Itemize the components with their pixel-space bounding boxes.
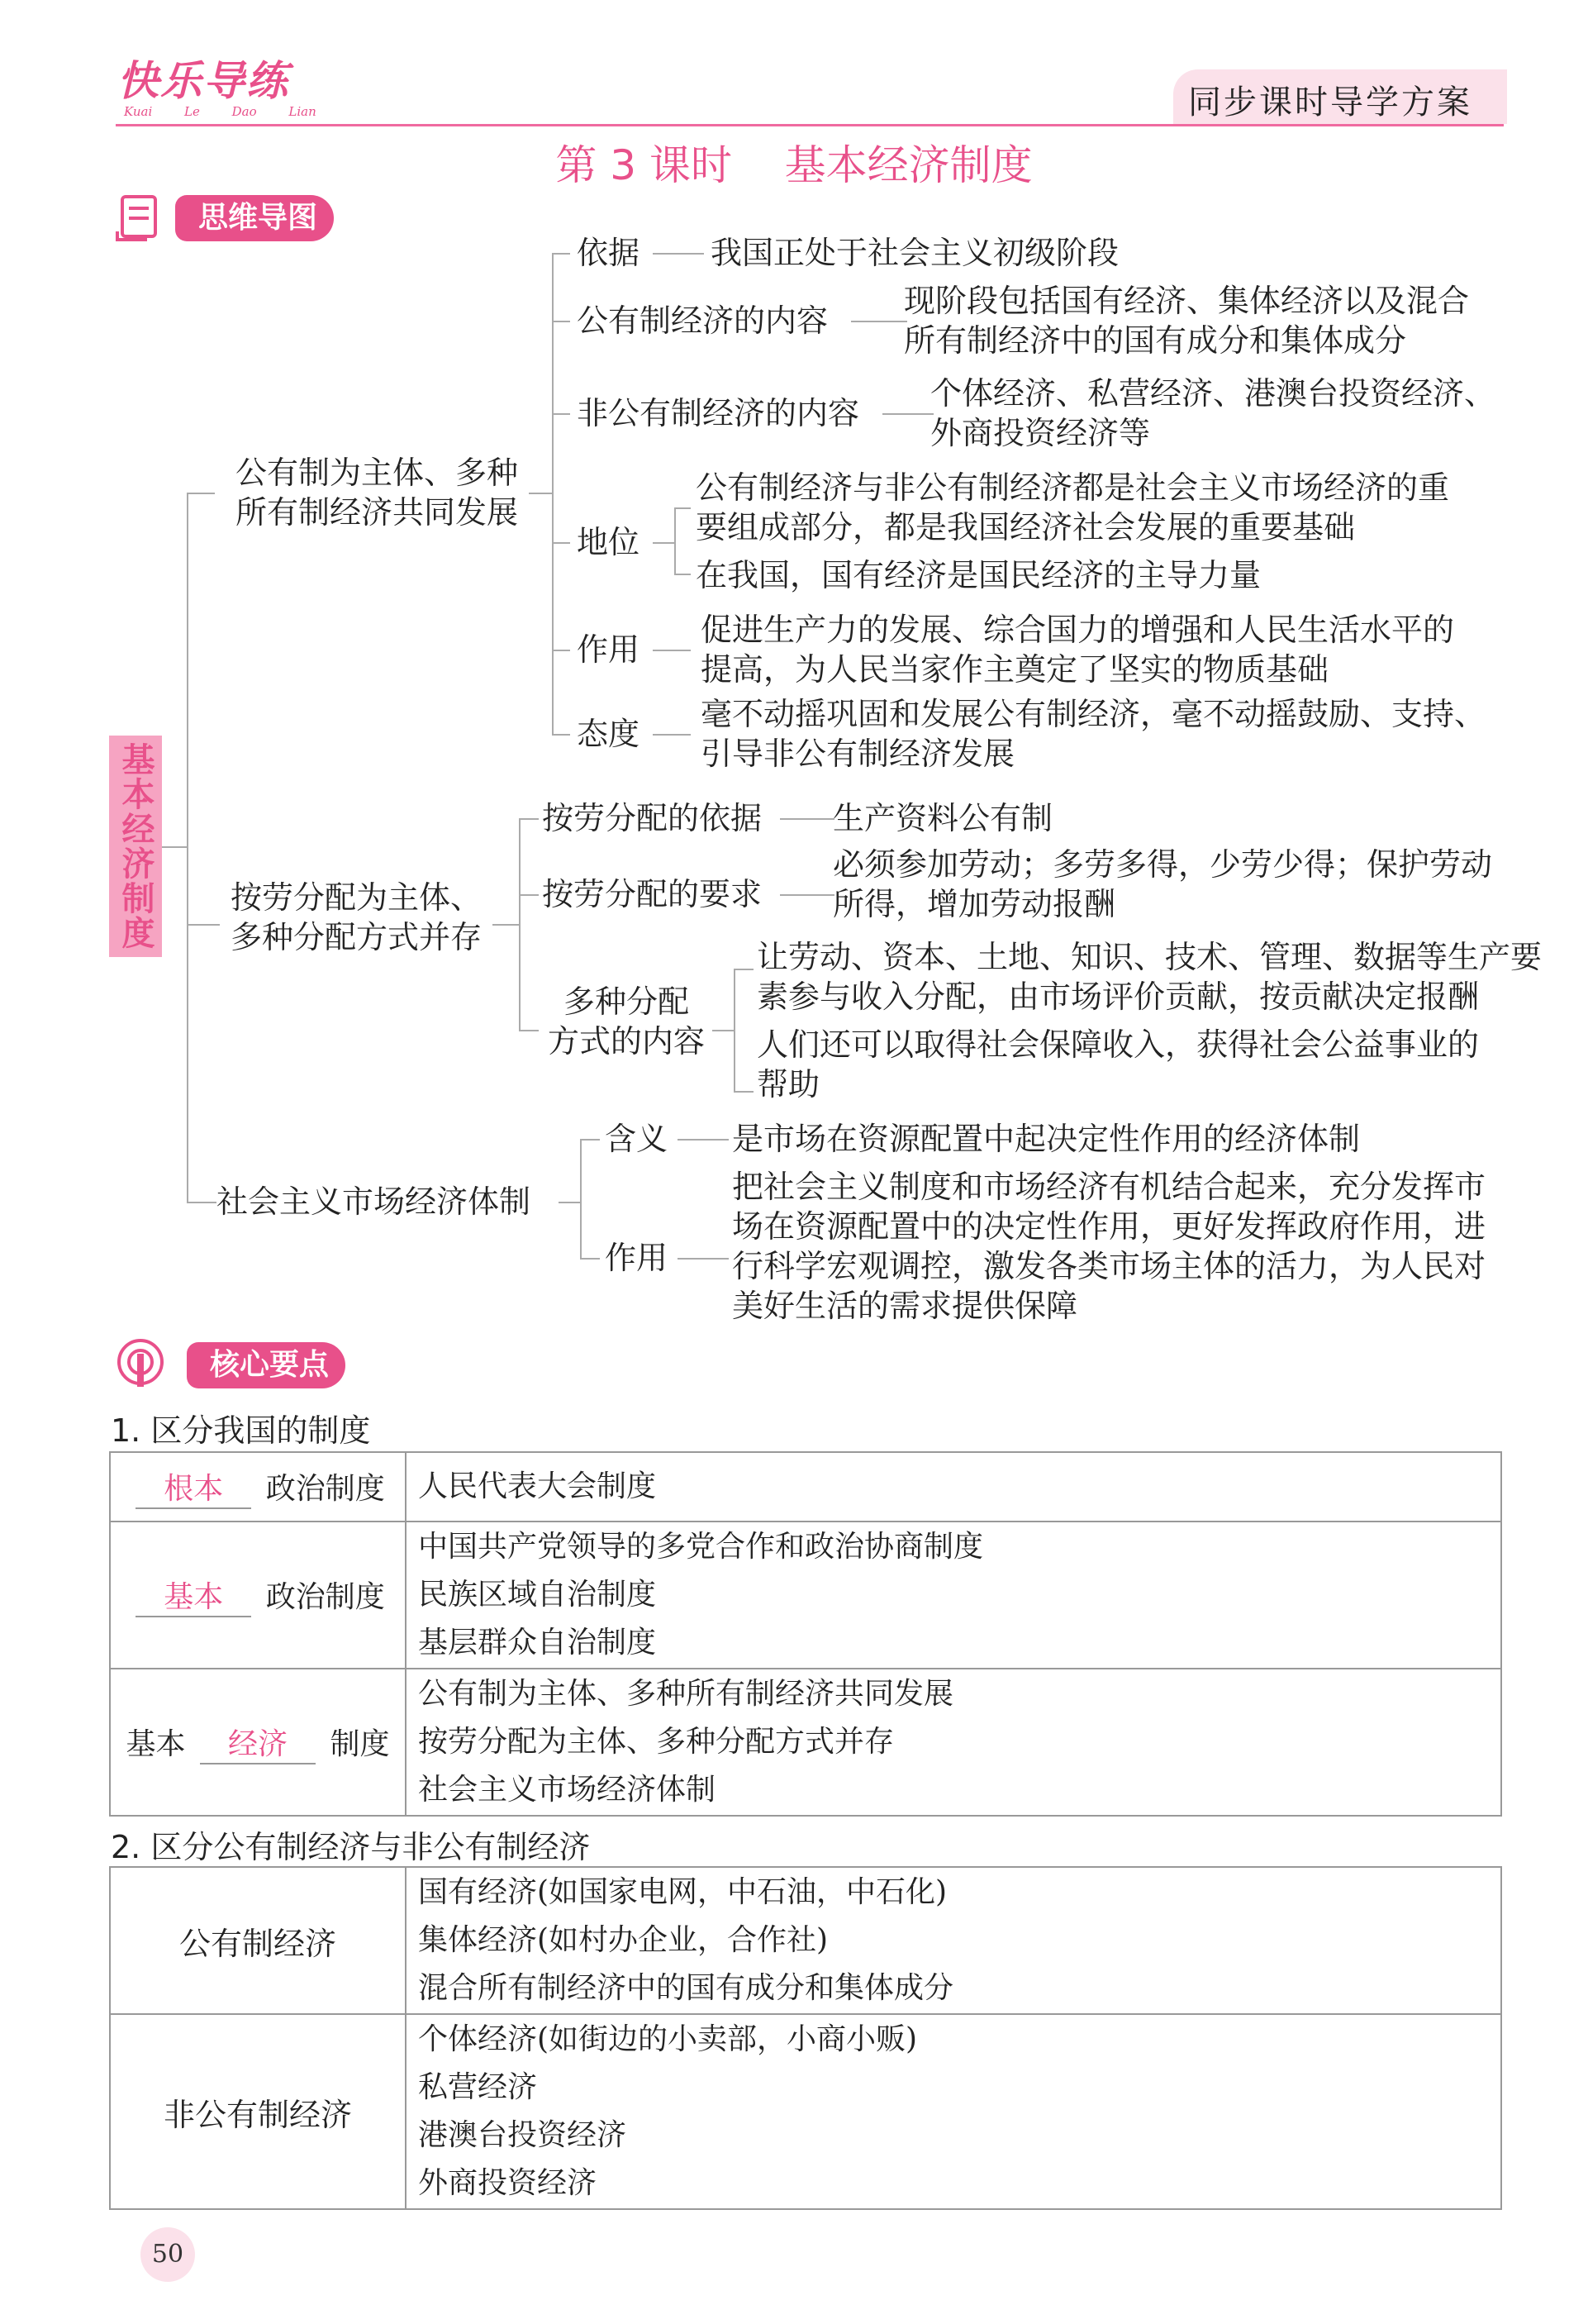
leaf-market-function-line4: 美好生活的需求提供保障 xyxy=(732,1288,1078,1324)
node-function: 作用 xyxy=(577,631,640,668)
table-cell-label xyxy=(110,1452,406,1522)
node-attitude: 态度 xyxy=(577,716,640,752)
node-public-content: 公有制经济的内容 xyxy=(577,302,829,339)
value-line: 按劳分配为主体、多种分配方式并存 xyxy=(418,1725,895,1759)
ownership-table xyxy=(109,1866,1502,2210)
value-line: 人民代表大会制度 xyxy=(418,1469,657,1503)
leaf-attitude xyxy=(701,694,1486,774)
node-multi-distribution xyxy=(540,982,712,1061)
logo-pinyin: Kuai Le Dao Lian xyxy=(124,104,316,119)
leaf-public-content-line2: 所有制经济中的国有成分和集体成分 xyxy=(904,322,1407,359)
node-multi-distribution-line1: 多种分配 xyxy=(563,983,689,1020)
leaf-multi-distribution-line1: 让劳动、资本、土地、知识、技术、管理、数据等生产要 xyxy=(757,939,1543,975)
leaf-public-content xyxy=(904,281,1469,360)
mindmap-icon xyxy=(114,192,167,245)
value-line: 集体经济(如村办企业，合作社) xyxy=(418,1923,829,1957)
table-cell-value xyxy=(406,1452,1501,1522)
core-points-icon xyxy=(114,1337,167,1390)
leaf-attitude-line2: 引导非公有制经济发展 xyxy=(701,736,1015,772)
leaf-labor-requirement-line1: 必须参加劳动；多劳多得，少劳少得；保护劳动 xyxy=(833,846,1493,883)
leaf-function-line1: 促进生产力的发展、综合国力的增强和人民生活水平的 xyxy=(701,612,1455,648)
mindmap-root: 基本经济制度 xyxy=(109,736,162,957)
answer-blank: 根本 xyxy=(136,1471,251,1509)
branch-ownership-line2: 所有制经济共同发展 xyxy=(235,494,518,531)
logo: 快乐导练 xyxy=(117,57,289,105)
leaf-nonpublic-content-line1: 个体经济、私营经济、港澳台投资经济、 xyxy=(930,375,1496,412)
leaf-multi-distribution-line3: 人们还可以取得社会保障收入，获得社会公益事业的 xyxy=(757,1026,1480,1063)
table-cell-value xyxy=(406,1867,1501,2014)
label-suffix: 制度 xyxy=(330,1726,390,1761)
leaf-attitude-line1: 毫不动摇巩固和发展公有制经济，毫不动摇鼓励、支持、 xyxy=(701,696,1486,732)
page-number: 50 xyxy=(140,2227,195,2282)
leaf-public-content-line1: 现阶段包括国有经济、集体经济以及混合 xyxy=(904,283,1470,319)
leaf-market-function-line3: 行科学宏观调控，激发各类市场主体的活力，为人民对 xyxy=(732,1248,1486,1284)
value-line: 港澳台投资经济 xyxy=(418,2118,627,2152)
leaf-status-line1: 公有制经济与非公有制经济都是社会主义市场经济的重 xyxy=(696,469,1450,506)
leaf-market-function xyxy=(732,1167,1486,1326)
table-row xyxy=(110,1867,1501,2014)
leaf-nonpublic-content xyxy=(930,374,1495,453)
node-labor-requirement: 按劳分配的要求 xyxy=(542,876,763,912)
label-suffix: 政治制度 xyxy=(265,1471,385,1506)
leaf-status xyxy=(696,468,1449,595)
branch-distribution-line2: 多种分配方式并存 xyxy=(230,919,482,955)
node-market-function: 作用 xyxy=(605,1240,668,1276)
value-line: 社会主义市场经济体制 xyxy=(418,1773,716,1807)
lesson-title: 第 3 课时 基本经济制度 xyxy=(555,141,1033,189)
value-line: 私营经济 xyxy=(418,2070,538,2104)
value-line: 中国共产党领导的多党合作和政治协商制度 xyxy=(418,1530,984,1564)
table-cell-label: 非公有制经济 xyxy=(110,2014,406,2209)
label-prefix: 基本 xyxy=(126,1726,186,1761)
table-row xyxy=(110,1452,1501,1522)
question-1-title: 1. 区分我国的制度 xyxy=(111,1412,371,1449)
branch-ownership xyxy=(225,453,529,532)
leaf-function-line2: 提高，为人民当家作主奠定了坚实的物质基础 xyxy=(701,651,1329,688)
node-multi-distribution-line2: 方式的内容 xyxy=(547,1023,705,1060)
table-cell-label xyxy=(110,1669,406,1816)
table-row xyxy=(110,1522,1501,1669)
leaf-market-function-line2: 场在资源配置中的决定性作用，更好发挥政府作用，进 xyxy=(732,1208,1486,1245)
value-line: 外商投资经济 xyxy=(418,2166,597,2200)
label-suffix: 政治制度 xyxy=(265,1579,385,1614)
table-row xyxy=(110,1669,1501,1816)
table-cell-label xyxy=(110,1522,406,1669)
value-line: 个体经济(如街边的小卖部，小商小贩) xyxy=(418,2022,918,2056)
node-meaning: 含义 xyxy=(605,1121,668,1157)
value-line: 民族区域自治制度 xyxy=(418,1578,657,1612)
value-line: 公有制为主体、多种所有制经济共同发展 xyxy=(418,1677,954,1711)
mindmap-section-label: 思维导图 xyxy=(175,195,334,241)
node-nonpublic-content: 非公有制经济的内容 xyxy=(577,395,860,431)
core-section-label: 核心要点 xyxy=(187,1342,345,1388)
value-line: 混合所有制经济中的国有成分和集体成分 xyxy=(418,1971,954,2005)
leaf-multi-distribution-line4: 帮助 xyxy=(757,1066,820,1102)
leaf-multi-distribution xyxy=(757,937,1542,1104)
table-row xyxy=(110,2014,1501,2209)
node-labor-basis: 按劳分配的依据 xyxy=(542,800,763,836)
table-cell-value xyxy=(406,1669,1501,1816)
branch-distribution-line1: 按劳分配为主体、 xyxy=(230,879,482,916)
leaf-multi-distribution-line2: 素参与收入分配，由市场评价贡献，按贡献决定报酬 xyxy=(757,979,1480,1015)
table-cell-label: 公有制经济 xyxy=(110,1867,406,2014)
branch-ownership-line1: 公有制为主体、多种 xyxy=(235,455,518,491)
leaf-market-function-line1: 把社会主义制度和市场经济有机结合起来，充分发挥市 xyxy=(732,1169,1486,1205)
leaf-function xyxy=(701,610,1454,689)
question-2-title: 2. 区分公有制经济与非公有制经济 xyxy=(111,1829,591,1865)
value-line: 国有经济(如国家电网，中石油，中石化) xyxy=(418,1875,948,1909)
answer-blank: 经济 xyxy=(200,1726,316,1764)
node-yiju: 依据 xyxy=(577,235,640,271)
branch-distribution xyxy=(220,878,492,957)
leaf-labor-requirement-line2: 所得，增加劳动报酬 xyxy=(833,886,1116,922)
leaf-meaning: 是市场在资源配置中起决定性作用的经济体制 xyxy=(732,1121,1361,1157)
series-tab xyxy=(1173,69,1507,124)
node-status: 地位 xyxy=(577,524,640,560)
value-line: 基层群众自治制度 xyxy=(418,1626,657,1660)
leaf-labor-requirement xyxy=(833,845,1492,924)
table-cell-value xyxy=(406,2014,1501,2209)
table-cell-value xyxy=(406,1522,1501,1669)
leaf-status-line3: 在我国，国有经济是国民经济的主导力量 xyxy=(696,557,1262,593)
answer-blank: 基本 xyxy=(136,1579,251,1617)
branch-market-economy: 社会主义市场经济体制 xyxy=(216,1183,531,1220)
leaf-status-line2: 要组成部分，都是我国经济社会发展的重要基础 xyxy=(696,509,1356,545)
series-title: 同步课时导学方案 xyxy=(1188,83,1472,121)
systems-table xyxy=(109,1451,1502,1817)
leaf-labor-basis: 生产资料公有制 xyxy=(833,800,1053,836)
header-divider xyxy=(116,124,1504,126)
leaf-yiju: 我国正处于社会主义初级阶段 xyxy=(711,235,1120,271)
leaf-nonpublic-content-line2: 外商投资经济等 xyxy=(930,415,1151,451)
